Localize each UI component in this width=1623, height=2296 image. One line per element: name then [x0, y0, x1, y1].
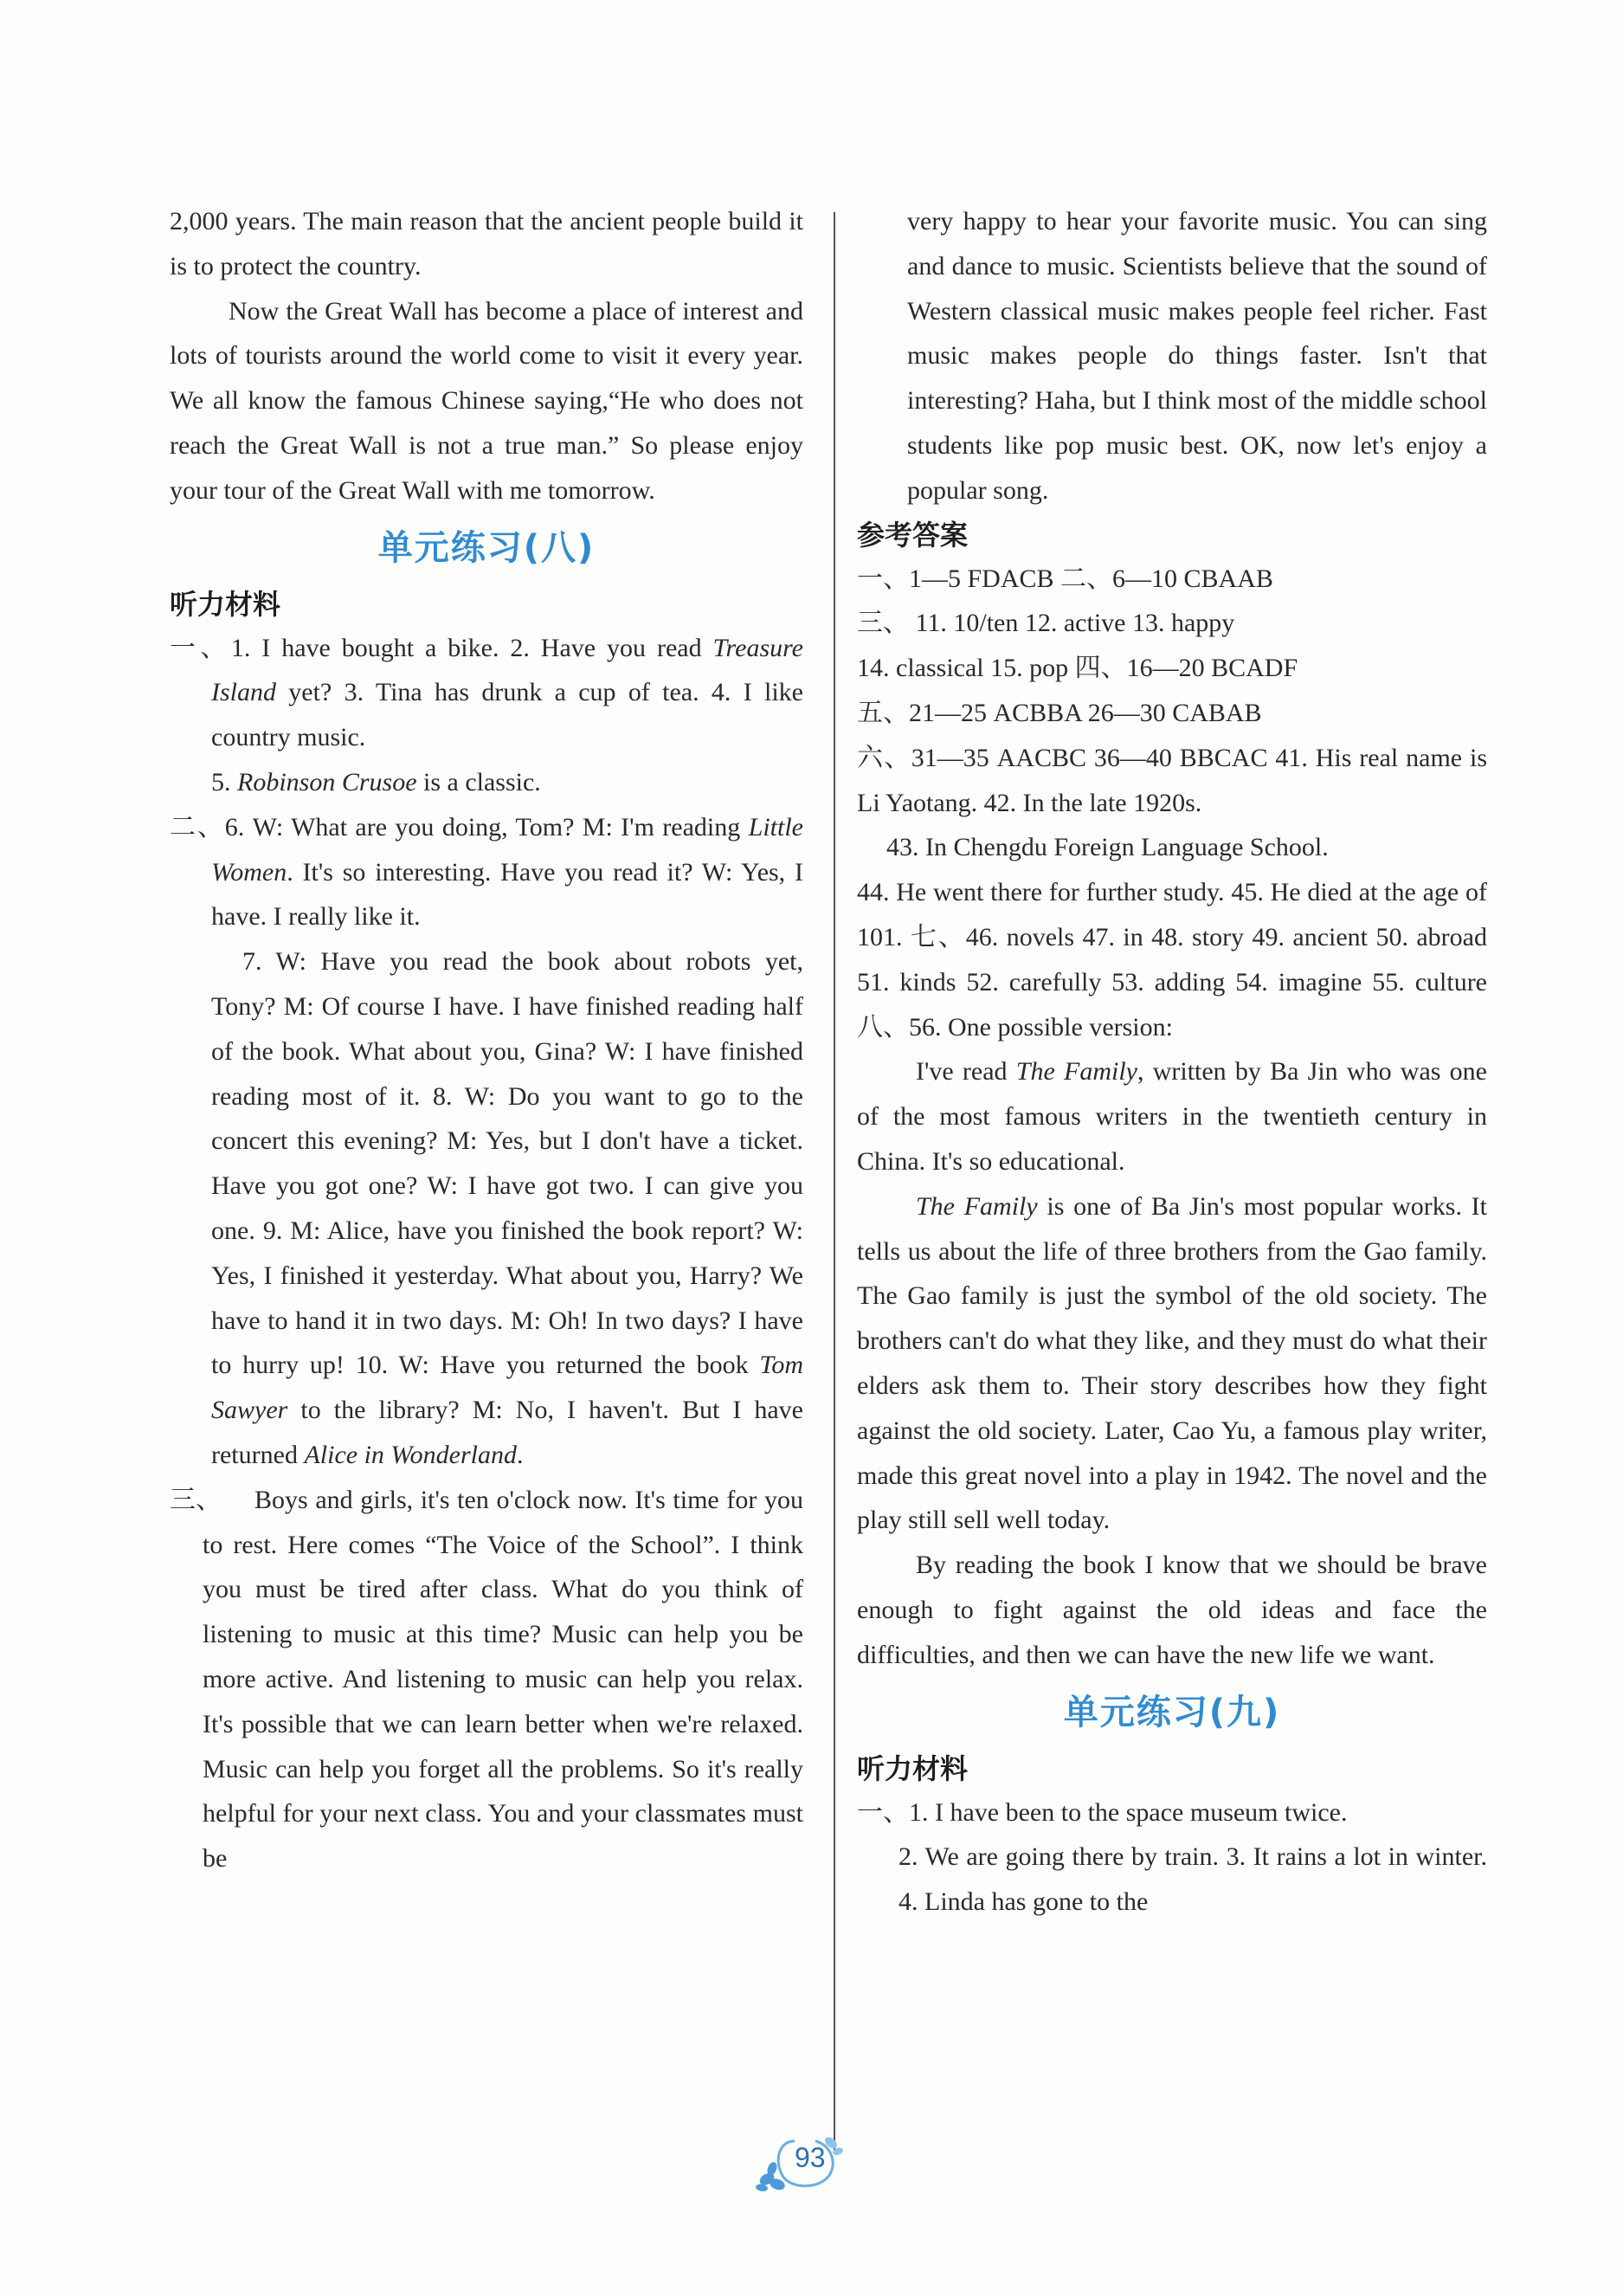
section-2-items-7-10: 7. W: Have you read the book about robots yet, Tony? M: Of course I have. I have finished reading half of the book. What about you, Gina? W: I have finished reading most of it. 8. W: Do you want to go to the concert this evening? M: Yes, but I don't have a ticket. Have you got one? W: I have got two. I can give you one. 9. M: Alice, have you finished the book report? W: Yes, I finished it yesterday. What about you, Harry? We have to hand it in two days. M: Oh! In two days? I have to hurry up! 10. W: Have you returned the book Tom Sawyer to the library? M: No, I haven't. But I have returned Alice in Wonderland. [211, 947, 803, 1469]
section-3-text: Boys and girls, it's ten o'clock now. It's time for you to rest. Here comes “The Voice of the School”. I think you must be tired after class. What do you think of listening to music at this time? Music can help you be more active. And listening to music can help you relax. It's possible that we can learn better when we're relaxed. Music can help you forget all the problems. So it's really helpful for your next class. You and your classmates must be [203, 1485, 803, 1874]
section-3-label: 三、 [170, 1485, 222, 1514]
answers-line-6: 43. In Chengdu Foreign Language School. [886, 833, 1329, 862]
section-3-listening [170, 1478, 803, 1881]
listening-material-heading: 听力材料 [170, 587, 281, 621]
unit-9-items-2-4: 2. We are going there by train. 3. It rains a lot in winter. 4. Linda has gone to the [898, 1842, 1487, 1917]
essay-paragraph-3: By reading the book I know that we should be brave enough to fight against the old ideas and face the difficulties, and then we can have the new life we want. [857, 1551, 1487, 1669]
answers-heading: 参考答案 [857, 518, 969, 551]
essay-paragraph-2: The Family is one of Ba Jin's most popular works. It tells us about the life of three brothers from the Gao family. The Gao family is just the symbol of the old society. The brothers can't do what they like, and they must do what their elders ask them to. Their story describes how they fight against the old society. Later, Cao Yu, a famous play writer, made this great novel into a play in 1942. The novel and the play still sell well today. [857, 1191, 1488, 1535]
left-column [170, 199, 803, 1881]
unit-8-title: 单元练习(八) [377, 527, 596, 568]
unit-9-listening-heading: 听力材料 [857, 1751, 969, 1785]
music-paragraph-continued: very happy to hear your favorite music. You can sing and dance to music. Scientists believe that the sound of Western classical music makes people feel richer. Fast music makes people do things faster. Isn't that interesting? Haha, but I think most of the middle school students like pop music best. OK, now let's enjoy a popular song. [907, 207, 1487, 505]
section-2-listening: 二、6. W: What are you doing, Tom? M: I'm reading Little Women. It's so interesting. Have you read it? W: Yes, I have. I really like it. [170, 812, 803, 932]
answers-line-3: 14. classical 15. pop 四、16—20 BCADF [857, 654, 1298, 683]
answers-line-1: 一、1—5 FDACB 二、6—10 CBAAB [857, 564, 1273, 593]
great-wall-paragraph-2: Now the Great Wall has become a place of interest and lots of tourists around the world come to visit it every year. We all know the famous Chinese saying,“He who does not reach the Great Wall is not a true man.” So please enjoy your tour of the Great Wall with me tomorrow. [170, 296, 803, 505]
answers-line-4: 五、21—25 ACBBA 26—30 CABAB [857, 698, 1262, 727]
column-divider [834, 212, 835, 2151]
essay-paragraph-1: I've read The Family, written by Ba Jin who was one of the most famous writers in the twentieth century in China. It's so educational. [857, 1057, 1487, 1176]
section-1-item-5: 5. Robinson Crusoe is a classic. [211, 767, 541, 797]
unit-9-title: 单元练习(九) [1063, 1692, 1281, 1732]
answers-line-5: 六、31—35 AACBC 36—40 BBCAC 41. His real name is Li Yaotang. 42. In the late 1920s. [857, 743, 1487, 817]
section-1-listening: 一、1. I have bought a bike. 2. Have you read Treasure Island yet? 3. Tina has drunk a cup of tea. 4. I like country music. [170, 633, 803, 752]
right-column [857, 199, 1487, 1925]
answers-line-2: 三、 11. 10/ten 12. active 13. happy [857, 609, 1235, 638]
page-number: 93 [795, 2142, 826, 2173]
answers-line-7: 44. He went there for further study. 45. He died at the age of 101. 七、46. novels 47. in 48. story 49. ancient 50. abroad 51. kinds 52. carefully 53. adding 54. imagine 55. culture 八、56. One possible version: [857, 878, 1487, 1042]
great-wall-paragraph-1: 2,000 years. The main reason that the ancient people build it is to protect the country. [170, 207, 803, 281]
unit-9-item-1: 一、1. I have been to the space museum twice. [857, 1797, 1348, 1827]
